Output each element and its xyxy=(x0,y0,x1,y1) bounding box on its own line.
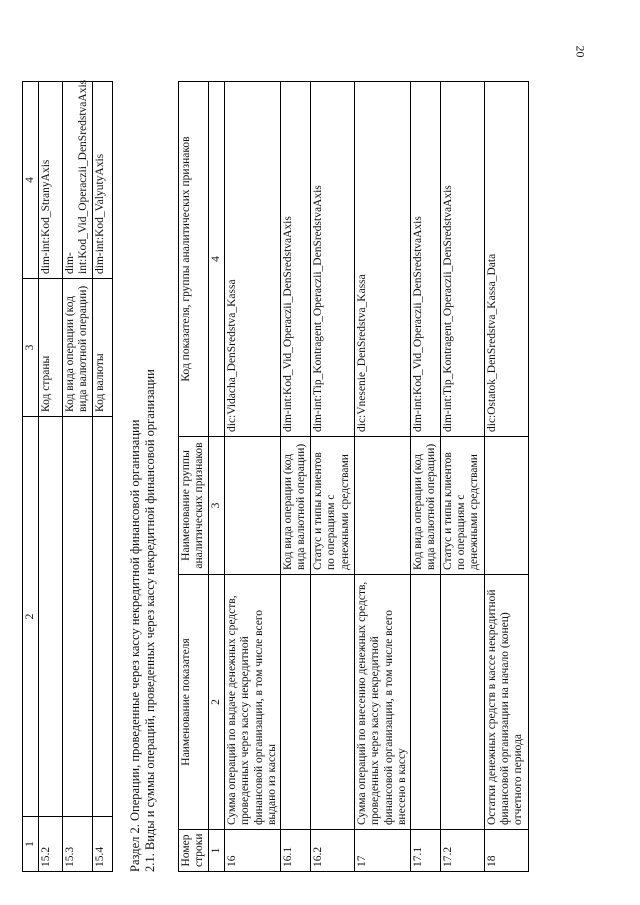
table-row xyxy=(225,82,281,872)
table-column-number-row xyxy=(209,82,225,872)
indicator-code: dim-int:Kod_Vid_Operaczii_DenSredstvaAxis xyxy=(281,82,311,437)
row-number: 15.2 xyxy=(39,817,63,872)
attribute-group-name: Код вида операции (код вида валютной операции) xyxy=(281,437,311,575)
table-header-row xyxy=(179,82,209,872)
indicator-name: Остатки денежных средств в кассе некредитной финансовой организации на начало (конец) отчетного периода xyxy=(484,575,528,830)
indicator-name xyxy=(311,575,355,830)
header-indicator-code: Код показателя, группы аналитических признаков xyxy=(179,82,209,437)
table-row xyxy=(484,82,528,872)
indicator-code: dim-int:Tip_Kontragent_Operaczii_DenSredstvaAxis xyxy=(311,82,355,437)
col-number: 3 xyxy=(23,279,39,417)
col-number: 2 xyxy=(209,575,225,830)
indicator-name xyxy=(440,575,484,830)
table-row xyxy=(63,82,92,872)
attribute-group-name xyxy=(225,437,281,575)
indicator-code: dic:Vnesenie_DenSredstva_Kassa xyxy=(355,82,411,437)
row-number: 18 xyxy=(484,830,528,872)
indicator-code: dim-int:Kod_StranyAxis xyxy=(39,82,63,279)
indicator-code: dim-int:Kod_Vid_Operaczii_DenSredstvaAxis xyxy=(410,82,440,437)
attribute-group-name: Код валюты xyxy=(92,279,112,417)
indicator-code: dic:Ostatok_DenSredstva_Kassa_Data xyxy=(484,82,528,437)
table-row xyxy=(92,82,112,872)
indicator-name xyxy=(63,417,92,817)
attribute-group-name xyxy=(484,437,528,575)
indicator-name xyxy=(92,417,112,817)
indicator-name xyxy=(39,417,63,817)
row-number: 16.1 xyxy=(281,830,311,872)
table-row xyxy=(281,82,311,872)
row-number: 15.3 xyxy=(63,817,92,872)
table-row xyxy=(440,82,484,872)
row-number: 16 xyxy=(225,830,281,872)
indicator-name: Сумма операций по выдаче денежных средств, проведенных через кассу некредитной финансовой организации, в том числе всего выдано из кассы xyxy=(225,575,281,830)
indicator-name: Сумма операций по внесению денежных средств, проведенных через кассу некредитной финансовой организации, в том числе всего внесено в кассу xyxy=(355,575,411,830)
row-number: 16.2 xyxy=(311,830,355,872)
table-row xyxy=(39,82,63,872)
rotated-document-content xyxy=(22,79,525,872)
attribute-group-name: Статус и типы клиентов по операциям с денежными средствами xyxy=(440,437,484,575)
attribute-group-name: Статус и типы клиентов по операциям с денежными средствами xyxy=(311,437,355,575)
indicator-code: dim-int:Tip_Kontragent_Operaczii_DenSredstvaAxis xyxy=(440,82,484,437)
continuation-table xyxy=(22,81,113,872)
table-column-number-row xyxy=(23,82,39,872)
table-row xyxy=(311,82,355,872)
table-row xyxy=(355,82,411,872)
col-number: 2 xyxy=(23,417,39,817)
page-number: 20 xyxy=(573,45,588,58)
col-number: 4 xyxy=(23,82,39,279)
col-number: 3 xyxy=(209,437,225,575)
row-number: 17.2 xyxy=(440,830,484,872)
attribute-group-name: Код страны xyxy=(39,279,63,417)
section-title: Раздел 2. Операции, проведенные через кассу некредитной финансовой организации xyxy=(128,419,142,872)
col-number: 4 xyxy=(209,82,225,437)
indicator-code: dim-int:Kod_Vid_Operaczii_DenSredstvaAxis xyxy=(63,82,92,279)
attribute-group-name: Код вида операции (код вида валютной операции) xyxy=(410,437,440,575)
table-row xyxy=(410,82,440,872)
col-number: 1 xyxy=(209,830,225,872)
header-row-number: Номер строки xyxy=(179,830,209,872)
header-indicator-name: Наименование показателя xyxy=(179,575,209,830)
header-attribute-group: Наименование группы аналитических признаков xyxy=(179,437,209,575)
indicator-code: dim-int:Kod_ValyutyAxis xyxy=(92,82,112,279)
row-number: 17 xyxy=(355,830,411,872)
indicator-name xyxy=(410,575,440,830)
row-number: 15.4 xyxy=(92,817,112,872)
operations-table xyxy=(178,81,529,872)
section-subtitle: 2.1. Виды и суммы операций, проведенных через кассу некредитной финансовой организации xyxy=(143,369,157,872)
attribute-group-name xyxy=(355,437,411,575)
attribute-group-name: Код вида операции (код вида валютной операции) xyxy=(63,279,92,417)
indicator-code: dic:Vidacha_DenSredstva_Kassa xyxy=(225,82,281,437)
row-number: 17.1 xyxy=(410,830,440,872)
indicator-name xyxy=(281,575,311,830)
col-number: 1 xyxy=(23,817,39,872)
section-heading xyxy=(128,369,158,872)
